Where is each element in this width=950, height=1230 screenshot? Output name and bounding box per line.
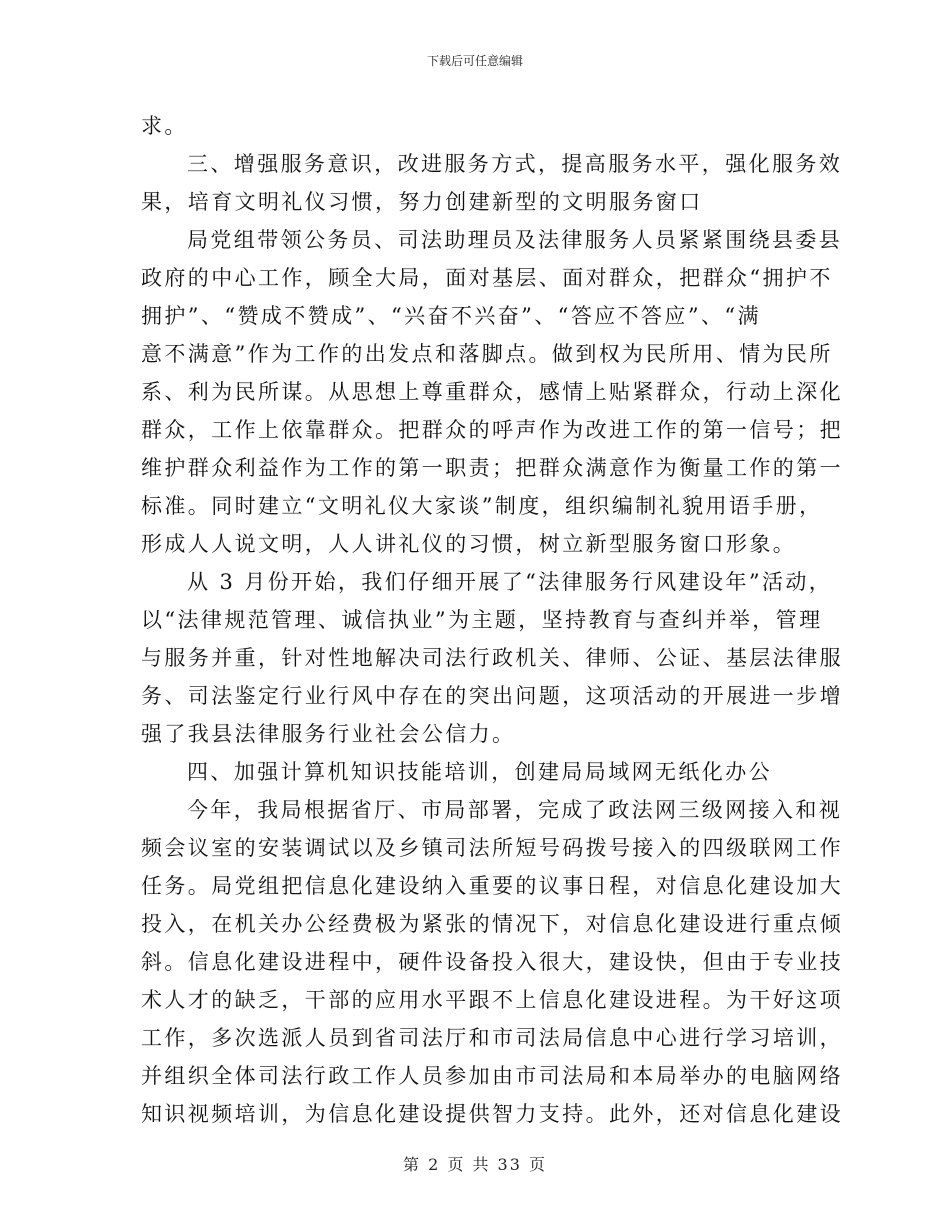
page-header: 下载后可任意编辑 xyxy=(426,54,523,68)
text-line: 政府的中心工作，顾全大局，面对基层、面对群众，把群众“拥护不 xyxy=(141,266,833,290)
text-line: 意不满意”作为工作的出发点和落脚点。做到权为民所用、情为民所 xyxy=(141,342,833,366)
text-line: 从 3 月份开始，我们仔细开展了“法律服务行风建设年”活动， xyxy=(187,570,833,594)
text-line: 求。 xyxy=(141,114,188,138)
text-line: 务、司法鉴定行业行风中存在的突出问题，这项活动的开展进一步增 xyxy=(141,684,843,708)
text-line: 四、加强计算机知识技能培训，创建局局域网无纸化办公 xyxy=(187,760,772,784)
text-line: 维护群众利益作为工作的第一职责；把群众满意作为衡量工作的第一 xyxy=(141,456,843,480)
text-line: 拥护”、“赞成不赞成”、“兴奋不兴奋”、“答应不答应”、“满 xyxy=(141,304,761,328)
text-line: 知识视频培训，为信息化建设提供智力支持。此外，还对信息化建设 xyxy=(141,1102,843,1126)
text-line: 并组织全体司法行政工作人员参加由市司法局和本局举办的电脑网络 xyxy=(141,1064,843,1088)
text-line: 投入，在机关办公经费极为紧张的情况下，对信息化建设进行重点倾 xyxy=(141,912,843,936)
text-line: 果，培育文明礼仪习惯，努力创建新型的文明服务窗口 xyxy=(141,190,703,214)
text-line: 形成人人说文明，人人讲礼仪的习惯，树立新型服务窗口形象。 xyxy=(141,532,797,556)
text-line: 群众，工作上依靠群众。把群众的呼声作为改进工作的第一信号；把 xyxy=(141,418,843,442)
text-line: 以“法律规范管理、诚信执业”为主题，坚持教育与查纠并举，管理 xyxy=(141,608,823,632)
text-line: 术人才的缺乏，干部的应用水平跟不上信息化建设进程。为干好这项 xyxy=(141,988,843,1012)
text-line: 与服务并重，针对性地解决司法行政机关、律师、公证、基层法律服 xyxy=(141,646,843,670)
text-line: 局党组带领公务员、司法助理员及法律服务人员紧紧围绕县委县 xyxy=(187,228,843,252)
text-line: 任务。局党组把信息化建设纳入重要的议事日程，对信息化建设加大 xyxy=(141,874,843,898)
page-number-footer: 第 2 页 共 33 页 xyxy=(403,1155,547,1174)
text-line: 标准。同时建立“文明礼仪大家谈”制度，组织编制礼貌用语手册， xyxy=(141,494,823,518)
text-line: 三、增强服务意识，改进服务方式，提高服务水平，强化服务效 xyxy=(187,152,843,176)
text-line: 工作，多次选派人员到省司法厅和市司法局信息中心进行学习培训， xyxy=(141,1026,843,1050)
text-line: 今年，我局根据省厅、市局部署，完成了政法网三级网接入和视 xyxy=(187,798,843,822)
text-line: 强了我县法律服务行业社会公信力。 xyxy=(141,722,516,746)
text-line: 系、利为民所谋。从思想上尊重群众，感情上贴紧群众，行动上深化 xyxy=(141,380,843,404)
text-line: 频会议室的安装调试以及乡镇司法所短号码拨号接入的四级联网工作 xyxy=(141,836,843,860)
text-line: 斜。信息化建设进程中，硬件设备投入很大，建设快，但由于专业技 xyxy=(141,950,843,974)
document-body xyxy=(141,107,843,1133)
